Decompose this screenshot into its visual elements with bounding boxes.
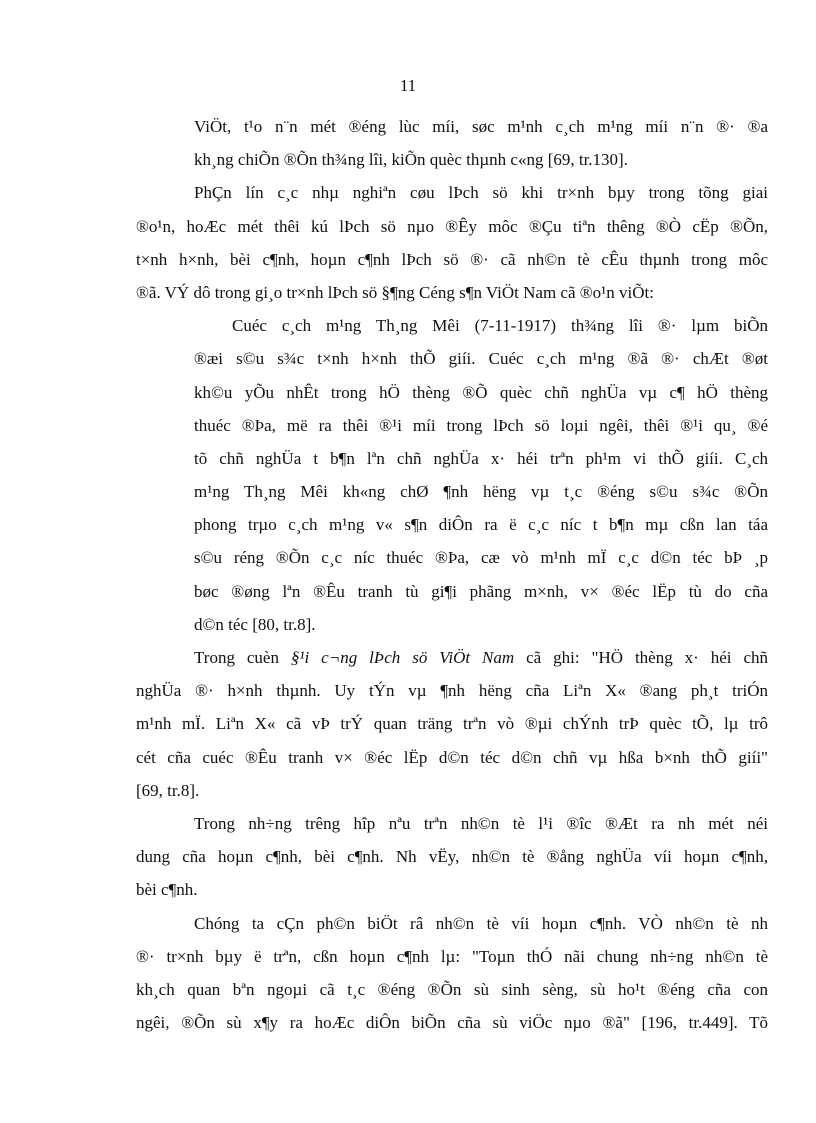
text-line: nghÜa ®· h×nh thµnh. Uy tÝn vµ ¶nh hëng cña Liªn X« ®ang ph¸t triÓn bbox=[136, 681, 768, 701]
text-line: bøc ®øng lªn ®Êu tranh tù gi¶i phãng m×nh, v× ®éc lËp tù do cña bbox=[194, 581, 768, 601]
text-line: m¹nh mÏ. Liªn X« cã vÞ trÝ quan träng trªn vò ®µi chÝnh trÞ quèc tÕ, lµ trô bbox=[136, 714, 768, 734]
book-title: §¹i c¬ng lÞch sö ViÖt Nam bbox=[290, 648, 515, 667]
paragraph bbox=[136, 907, 768, 1040]
paragraph bbox=[136, 641, 768, 807]
text-line: Cuéc c¸ch m¹ng Th¸ng Mêi (7-11-1917) th¾ng lîi ®· lµm biÕn bbox=[232, 316, 768, 336]
block-quote bbox=[136, 309, 768, 641]
text-line: PhÇn lín c¸c nhµ nghiªn cøu lÞch sö khi tr×nh bµy trong tõng giai bbox=[194, 183, 768, 203]
text-line: d©n téc [80, tr.8]. bbox=[194, 614, 316, 634]
text-line: ®ã. VÝ dô trong gi¸o tr×nh lÞch sö §¶ng Céng s¶n ViÖt Nam cã ®o¹n viÕt: bbox=[136, 282, 654, 302]
text-run: cã ghi: "HÖ thèng x· héi chñ bbox=[514, 648, 768, 667]
text-line: [69, tr.8]. bbox=[136, 780, 200, 800]
text-line: t×nh h×nh, bèi c¶nh, hoµn c¶nh lÞch sö ®· cã nh©n tè cÊu thµnh trong môc bbox=[136, 249, 768, 269]
text-line: Chóng ta cÇn ph©n biÖt râ nh©n tè víi hoµn c¶nh. VÒ nh©n tè nh bbox=[194, 913, 768, 933]
text-line bbox=[136, 641, 768, 674]
text-line: kh¸ch quan bªn ngoµi cã t¸c ®éng ®Õn sù sinh sèng, sù ho¹t ®éng cña con bbox=[136, 979, 768, 999]
text-line: ViÖt, t¹o n¨n mét ®éng lùc míi, søc m¹nh c¸ch m¹ng míi n¨n ®· ®a bbox=[194, 117, 768, 136]
page-number: 11 bbox=[399, 76, 417, 95]
text-line: Trong nh÷ng trêng hîp nªu trªn nh©n tè l¹i ®îc ®Æt ra nh mét néi bbox=[194, 813, 768, 833]
text-line: tõ chñ nghÜa t b¶n lªn chñ nghÜa x· héi trªn ph¹m vi thÕ giíi. C¸ch bbox=[194, 448, 768, 468]
body-text bbox=[136, 110, 768, 1039]
paragraph bbox=[136, 176, 768, 309]
text-line: s©u réng ®Õn c¸c níc thuéc ®Þa, cæ vò m¹nh mÏ c¸c d©n téc bÞ ¸p bbox=[194, 548, 768, 568]
paragraph bbox=[136, 807, 768, 907]
text-line: dung cña hoµn c¶nh, bèi c¶nh. Nh vËy, nh©n tè ®ång nghÜa víi hoµn c¶nh, bbox=[136, 847, 768, 867]
text-line: ®· tr×nh bµy ë trªn, cßn hoµn c¶nh lµ: "Toµn thÓ nãi chung nh÷ng nh©n tè bbox=[136, 946, 768, 966]
text-line: m¹ng Th¸ng Mêi kh«ng chØ ¶nh hëng vµ t¸c ®éng s©u s¾c ®Õn bbox=[194, 482, 768, 502]
text-line: kh©u yÕu nhÊt trong hÖ thèng ®Õ quèc chñ nghÜa vµ c¶ hÖ thèng bbox=[194, 382, 768, 402]
text-line: kh¸ng chiÕn ®Õn th¾ng lîi, kiÕn quèc thµnh c«ng [69, tr.130]. bbox=[194, 150, 628, 170]
paragraph-continuation bbox=[136, 110, 768, 176]
text-run: Trong cuèn bbox=[194, 648, 291, 667]
text-line: bèi c¶nh. bbox=[136, 880, 198, 900]
text-line: cét cña cuéc ®Êu tranh v× ®éc lËp d©n téc d©n chñ vµ hßa b×nh thÕ giíi" bbox=[136, 747, 768, 767]
text-line: thuéc ®Þa, më ra thêi ®¹i míi trong lÞch sö loµi ngêi, thêi ®¹i qu¸ ®é bbox=[194, 415, 768, 435]
text-line: ®o¹n, hoÆc mét thêi kú lÞch sö nµo ®Êy môc ®Çu tiªn thêng ®Ò cËp ®Õn, bbox=[136, 216, 768, 236]
text-line: ®æi s©u s¾c t×nh h×nh thÕ giíi. Cuéc c¸ch m¹ng ®ã ®· chÆt ®øt bbox=[194, 349, 768, 369]
text-line: ngêi, ®Õn sù x¶y ra hoÆc diÔn biÕn cña sù viÖc nµo ®ã" [196, tr.449]. Tõ bbox=[136, 1013, 768, 1033]
text-line: phong trµo c¸ch m¹ng v« s¶n diÔn ra ë c¸c níc t b¶n mµ cßn lan táa bbox=[194, 515, 768, 535]
